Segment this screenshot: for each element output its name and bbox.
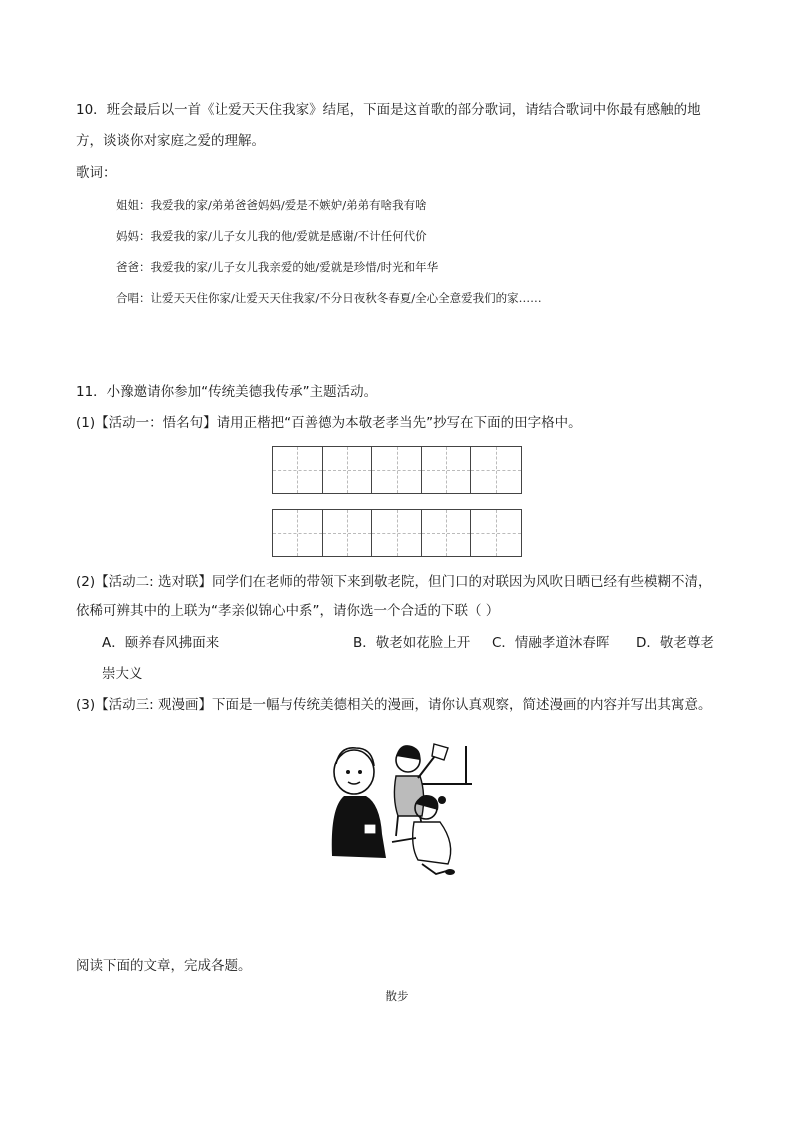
lyrics-label: 歌词： bbox=[76, 165, 117, 181]
tianzige-cell[interactable] bbox=[422, 510, 472, 556]
tianzige-cell[interactable] bbox=[471, 510, 521, 556]
tianzige-row-1[interactable] bbox=[272, 446, 522, 494]
q11-part3: (3)【活动三: 观漫画】下面是一幅与传统美德相关的漫画，请你认真观察，简述漫画的内容并写出其寓意。 bbox=[76, 697, 712, 713]
option-a[interactable]: A．颐养春风拂面来 bbox=[102, 635, 220, 651]
tianzige-cell[interactable] bbox=[372, 447, 422, 493]
tianzige-row-2[interactable] bbox=[272, 509, 522, 557]
option-b[interactable]: B．敬老如花脸上开 bbox=[353, 635, 471, 651]
option-c[interactable]: C．情融孝道沐春晖 bbox=[492, 635, 610, 651]
cartoon-image bbox=[326, 738, 472, 880]
lyric-line-3: 爸爸：我爱我的家/儿子女儿我亲爱的她/爱就是珍惜/时光和年华 bbox=[116, 260, 439, 274]
q11-part1: (1)【活动一：悟名句】请用正楷把“百善德为本敬老孝当先”抄写在下面的田字格中。 bbox=[76, 415, 582, 431]
tianzige-cell[interactable] bbox=[273, 510, 323, 556]
q11-part2-line-2: 依稀可辨其中的上联为“孝亲似锦心中系”，请你选一个合适的下联（ ） bbox=[76, 603, 500, 619]
tianzige-cell[interactable] bbox=[323, 447, 373, 493]
q10-line-2: 方，谈谈你对家庭之爱的理解。 bbox=[76, 133, 265, 149]
option-d-continued: 崇大义 bbox=[102, 666, 143, 682]
lyric-line-2: 妈妈：我爱我的家/儿子女儿我的他/爱就是感谢/不计任何代价 bbox=[116, 229, 427, 243]
q11-part2-line-1: (2)【活动二: 选对联】同学们在老师的带领下来到敬老院，但门口的对联因为风吹日晒已经有些模糊不清， bbox=[76, 574, 712, 590]
tianzige-cell[interactable] bbox=[372, 510, 422, 556]
tianzige-cell[interactable] bbox=[471, 447, 521, 493]
reading-instruction: 阅读下面的文章，完成各题。 bbox=[76, 958, 252, 974]
q10-line-1: 10．班会最后以一首《让爱天天住我家》结尾，下面是这首歌的部分歌词，请结合歌词中你最有感触的地 bbox=[76, 102, 701, 118]
tianzige-cell[interactable] bbox=[422, 447, 472, 493]
lyric-line-1: 姐姐：我爱我的家/弟弟爸爸妈妈/爱是不嫉妒/弟弟有啥我有啥 bbox=[116, 198, 427, 212]
q11-intro: 11．小豫邀请你参加“传统美德我传承”主题活动。 bbox=[76, 384, 378, 400]
tianzige-cell[interactable] bbox=[323, 510, 373, 556]
lyric-line-4: 合唱：让爱天天住你家/让爱天天住我家/不分日夜秋冬春夏/全心全意爱我们的家…… bbox=[116, 291, 542, 305]
tianzige-cell[interactable] bbox=[273, 447, 323, 493]
reading-title: 散步 bbox=[385, 989, 409, 1003]
option-d[interactable]: D．敬老尊老 bbox=[636, 635, 714, 651]
